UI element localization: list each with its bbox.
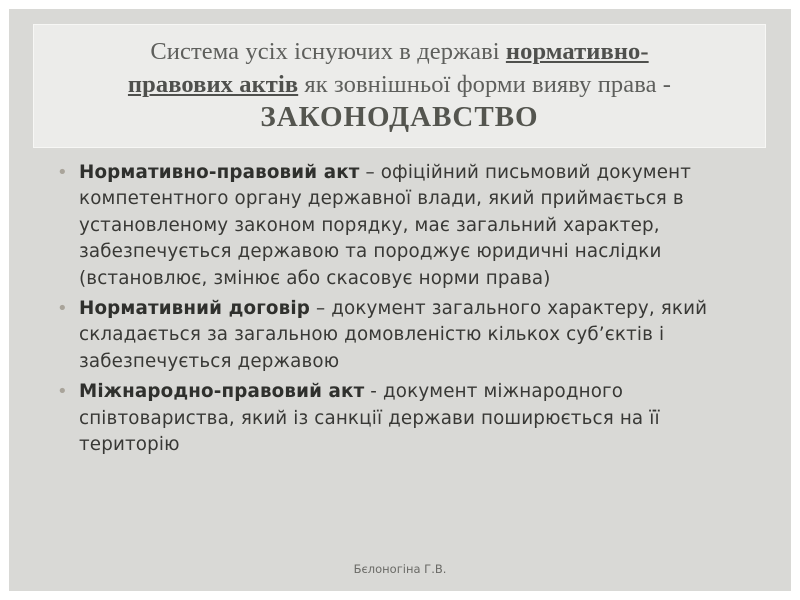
title-underlined-term-line2: правових актів	[127, 71, 299, 98]
bullet-item-normative-agreement	[55, 296, 735, 375]
slide	[9, 9, 791, 591]
bullet-text: – офіційний письмовий документ компетентного органу державної влади, який приймається в установленому законом порядку, має загальний характер, забезпечується державою та породжує юридичні наслідки (встановлює, змінює або скасовує норми права)	[79, 162, 692, 289]
title-emphasis: ЗАКОНОДАВСТВО	[260, 101, 539, 133]
bullet-dot-icon: •	[57, 381, 68, 403]
bullet-list	[55, 160, 735, 462]
footer-author: Бєлоногіна Г.В.	[353, 562, 447, 576]
bullet-item-international-act	[55, 379, 735, 458]
title-text-part1: Система усіх існуючих в державі	[150, 38, 506, 65]
bullet-term: Міжнародно-правовий акт	[79, 381, 365, 403]
bullet-term: Нормативно-правовий акт	[79, 162, 360, 183]
slide-title	[33, 24, 766, 148]
bullet-term: Нормативний договір	[79, 298, 311, 320]
title-text-part2: як зовнішньої форми вияву права -	[298, 71, 672, 98]
bullet-text: – документ загального характеру, який складається за загальною домовленістю кількох суб’єктів і забезпечується державою	[79, 298, 708, 372]
bullet-dot-icon: •	[57, 162, 68, 183]
title-underlined-term-line1: нормативно-	[505, 38, 649, 65]
bullet-dot-icon: •	[57, 298, 68, 320]
bullet-item-normative-act	[55, 160, 735, 292]
bullet-text: - документ міжнародного співтовариства, який із санкції держави поширюється на її територію	[79, 381, 660, 456]
